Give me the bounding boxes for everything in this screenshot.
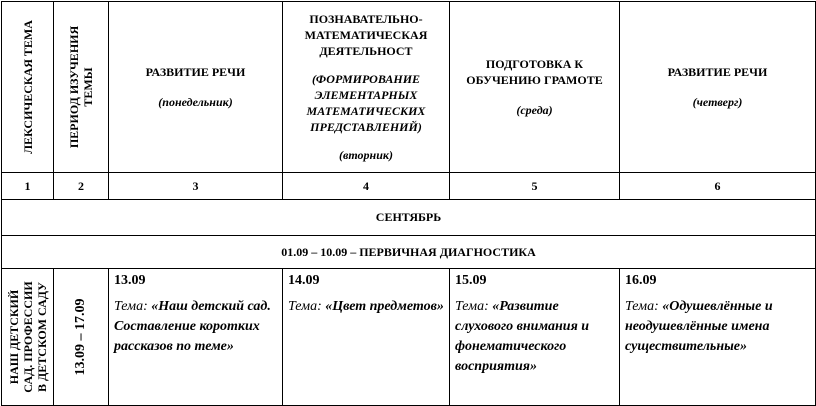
column-number: 3 — [109, 173, 283, 200]
topic-label: Тема: — [625, 299, 663, 314]
diagnostics-label: 01.09 – 10.09 – ПЕРВИЧНАЯ ДИАГНОСТИКА — [2, 236, 816, 269]
header-lexical-theme: ЛЕКСИЧЕСКАЯ ТЕМА — [2, 2, 54, 173]
topic-title: «Развитие слухового внимания и фонематического восприятия» — [455, 299, 590, 374]
day-cell-thursday — [620, 269, 816, 406]
header-study-period: ПЕРИОД ИЗУЧЕНИЯ ТЕМЫ — [54, 2, 109, 173]
day-date: 14.09 — [288, 273, 320, 288]
column-numbers-row — [2, 173, 816, 200]
header-literacy-wednesday: ПОДГОТОВКА К ОБУЧЕНИЮ ГРАМОТЕ (среда) — [450, 2, 620, 173]
header-row — [2, 2, 816, 173]
day-date: 15.09 — [455, 273, 487, 288]
week-period: 13.09 – 17.09 — [54, 269, 109, 406]
week-theme: НАШ ДЕТСКИЙ САД. ПРОФЕССИИ В ДЕТСКОМ САДУ — [2, 269, 54, 406]
topic-label: Тема: — [114, 299, 152, 314]
topic-title: «Наш детский сад. Составление коротких рассказов по теме» — [114, 299, 271, 354]
header-math-tuesday: ПОЗНАВАТЕЛЬНО-МАТЕМАТИЧЕСКАЯ ДЕЯТЕЛЬНОСТ (ФОРМИРОВАНИЕ ЭЛЕМЕНТАРНЫХ МАТЕМАТИЧЕСКИХ ПРЕДСТАВЛЕНИЙ) (вторник) — [283, 2, 450, 173]
day-cell-wednesday — [450, 269, 620, 406]
week-row — [2, 269, 816, 406]
column-number: 1 — [2, 173, 54, 200]
column-number: 2 — [54, 173, 109, 200]
lesson-plan-table — [1, 1, 816, 406]
diagnostics-row — [2, 236, 816, 269]
topic-label: Тема: — [455, 299, 493, 314]
header-speech-thursday: РАЗВИТИЕ РЕЧИ (четверг) — [620, 2, 816, 173]
topic-title: «Цвет предметов» — [325, 299, 444, 314]
topic-label: Тема: — [288, 299, 326, 314]
month-row — [2, 200, 816, 236]
day-cell-monday — [109, 269, 283, 406]
day-date: 13.09 — [114, 273, 146, 288]
column-number: 6 — [620, 173, 816, 200]
header-speech-monday: РАЗВИТИЕ РЕЧИ (понедельник) — [109, 2, 283, 173]
day-date: 16.09 — [625, 273, 657, 288]
day-cell-tuesday — [283, 269, 450, 406]
column-number: 5 — [450, 173, 620, 200]
topic-title: «Одушевлённые и неодушевлённые имена существительные» — [625, 299, 773, 354]
column-number: 4 — [283, 173, 450, 200]
month-label: СЕНТЯБРЬ — [2, 200, 816, 236]
